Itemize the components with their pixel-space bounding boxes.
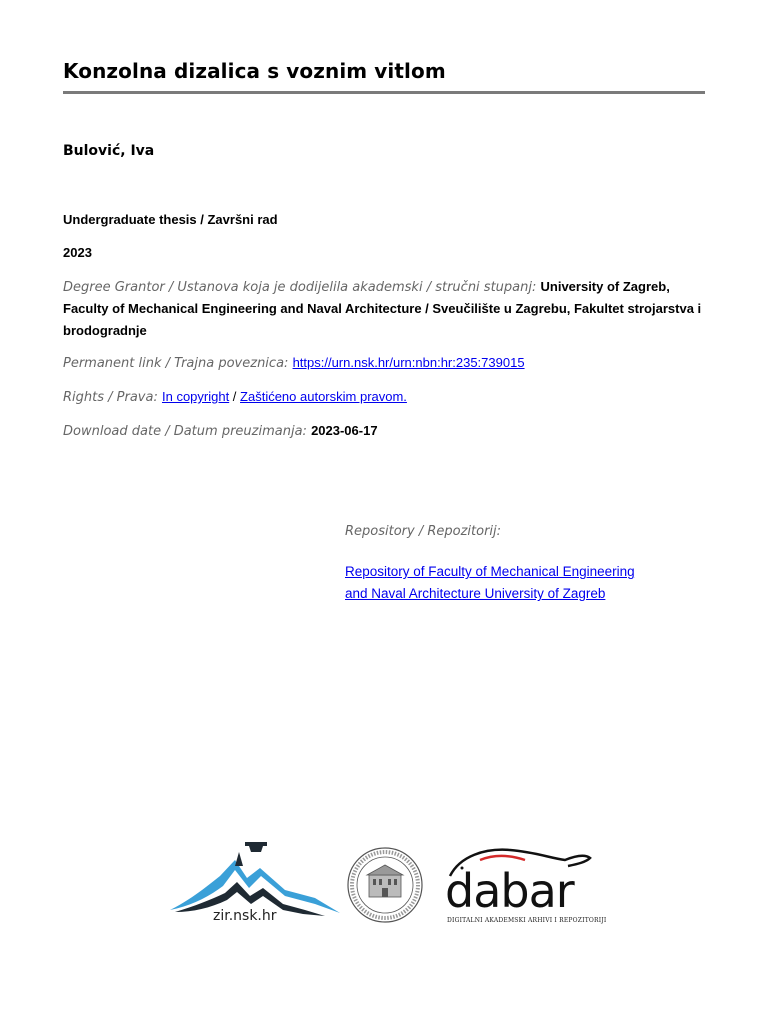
permanent-link-label: Permanent link / Trajna poveznica:: [63, 356, 289, 371]
rights-link-zasticeno[interactable]: Zaštićeno autorskim pravom.: [240, 389, 407, 404]
degree-grantor-value: University of Zagreb, Faculty of Mechanical Engineering and Naval Architecture / Sveučilište u Zagrebu, Fakultet strojarstva i brodogradnje: [63, 279, 702, 338]
download-date-label: Download date / Datum preuzimanja:: [63, 424, 307, 439]
dabar-logo-subtitle: DIGITALNI AKADEMSKI ARHIVI I REPOZITORIJI: [447, 917, 607, 924]
dabar-logo-text: dabar: [445, 864, 574, 918]
rights-row: [63, 386, 713, 408]
rights-separator: /: [229, 389, 241, 404]
title-divider: [63, 91, 705, 94]
download-date-value: 2023-06-17: [311, 423, 378, 438]
degree-grantor: [63, 276, 713, 342]
university-seal-icon: [345, 843, 425, 928]
zir-logo-text: zir.nsk.hr: [213, 908, 277, 924]
dabar-logo[interactable]: [440, 838, 605, 933]
repository-link-line1[interactable]: Repository of Faculty of Mechanical Engineering: [345, 564, 635, 579]
repository-link[interactable]: [345, 561, 665, 605]
rights-link-in-copyright[interactable]: In copyright: [161, 389, 230, 404]
permanent-link-row: [63, 352, 713, 374]
permanent-link[interactable]: https://urn.nsk.hr/urn:nbn:hr:235:739015: [292, 355, 525, 370]
zir-logo[interactable]: [165, 838, 345, 933]
document-title: Konzolna dizalica s voznim vitlom: [63, 59, 446, 83]
download-date-row: [63, 420, 713, 442]
author-name: Bulović, Iva: [63, 143, 155, 159]
rights-label: Rights / Prava:: [63, 390, 158, 405]
degree-grantor-label: Degree Grantor / Ustanova koja je dodijelila akademski / stručni stupanj:: [63, 280, 537, 295]
thesis-type: Undergraduate thesis / Završni rad: [63, 212, 278, 227]
repository-label: Repository / Repozitorij:: [345, 524, 502, 539]
thesis-year: 2023: [63, 245, 92, 260]
footer-logos: [165, 838, 605, 933]
repository-link-line2[interactable]: and Naval Architecture University of Zagreb: [345, 586, 606, 601]
